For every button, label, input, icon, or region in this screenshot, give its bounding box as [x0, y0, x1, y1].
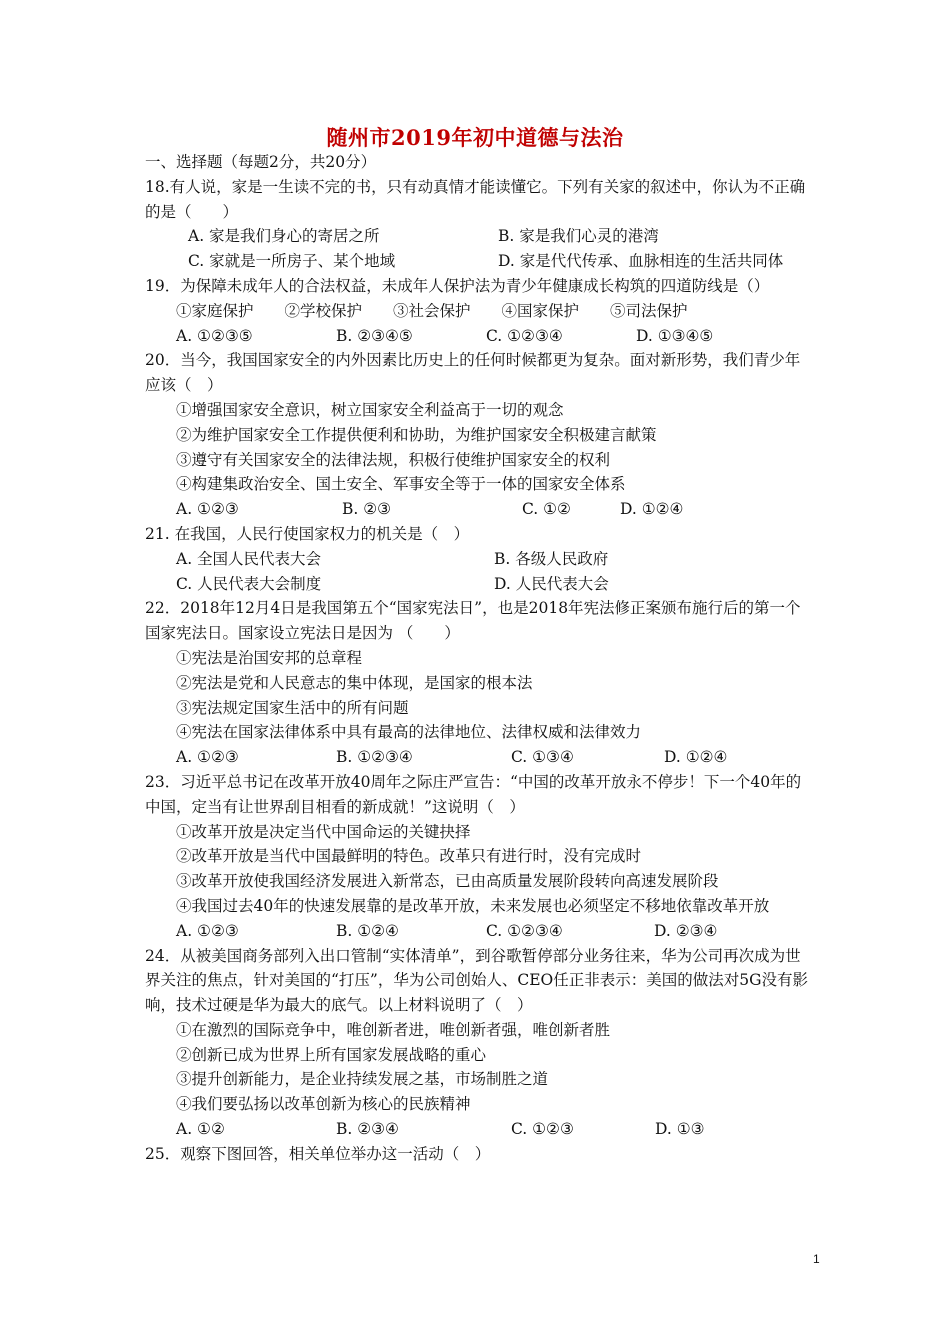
q23-item-1: ①改革开放是决定当代中国命运的关键抉择 [176, 822, 471, 841]
question-19-options [145, 324, 810, 349]
q24-option-a: A. ①② [176, 1120, 225, 1139]
question-20-stem: 20．当今，我国国家安全的内外因素比历史上的任何时候都更为复杂。面对新形势，我们青少年应该（ ） [145, 351, 801, 395]
q23-item-4: ④我国过去40年的快速发展靠的是改革开放，未来发展也必须坚定不移地依靠改革开放 [176, 896, 770, 915]
document-title: 随州市2019年初中道德与法治 [326, 125, 624, 150]
question-23-options [145, 919, 810, 944]
question-21-stem: 21. 在我国，人民行使国家权力的机关是（ ） [145, 524, 470, 543]
question-24-options [145, 1117, 810, 1142]
q20-item-3: ③遵守有关国家安全的法律法规，积极行使维护国家安全的权利 [176, 450, 611, 469]
q21-option-a: A. 全国人民代表大会 [176, 549, 322, 568]
q20-option-a: A. ①②③ [176, 500, 239, 519]
question-21-options-row-1 [145, 547, 810, 572]
q22-item-2: ②宪法是党和人民意志的集中体现，是国家的根本法 [176, 673, 533, 692]
q24-item-4: ④我们要弘扬以改革创新为核心的民族精神 [176, 1095, 471, 1114]
q24-option-b: B. ②③④ [336, 1120, 399, 1139]
question-21-options-row-2 [145, 572, 810, 597]
q24-item-3: ③提升创新能力，是企业持续发展之基，市场制胜之道 [176, 1070, 549, 1089]
q20-option-d: D. ①②④ [620, 500, 684, 519]
question-23-stem: 23．习近平总书记在改革开放40周年之际庄严宣告：“中国的改革开放永不停步！下一个40年的中国，定当有让世界刮目相看的新成就！”这说明（ ） [145, 772, 802, 816]
q23-item-3: ③改革开放使我国经济发展进入新常态，已由高质量发展阶段转向高速发展阶段 [176, 872, 719, 891]
question-22-options [145, 745, 810, 770]
q18-option-d: D. 家是代代传承、血脉相连的生活共同体 [498, 252, 784, 271]
q20-item-1: ①增强国家安全意识，树立国家安全利益高于一切的观念 [176, 400, 564, 419]
q22-option-a: A. ①②③ [176, 748, 239, 767]
question-20-options [145, 497, 810, 522]
q21-option-d: D. 人民代表大会 [494, 574, 609, 593]
question-18-options-row-2 [145, 249, 810, 274]
q22-option-c: C. ①③④ [511, 748, 574, 767]
q23-item-2: ②改革开放是当代中国最鲜明的特色。改革只有进行时，没有完成时 [176, 847, 642, 866]
question-19-stem: 19．为保障未成年人的合法权益，未成年人保护法为青少年健康成长构筑的四道防线是（） [145, 276, 770, 295]
question-18-options-row-1 [145, 224, 810, 249]
q18-option-a: A. 家是我们身心的寄居之所 [188, 227, 380, 246]
q24-item-2: ②创新已成为世界上所有国家发展战略的重心 [176, 1045, 487, 1064]
q20-item-2: ②为维护国家安全工作提供便利和协助，为维护国家安全积极建言献策 [176, 425, 657, 444]
q23-option-d: D. ②③④ [654, 921, 718, 940]
page-number: 1 [813, 1252, 820, 1266]
q21-option-c: C. 人民代表大会制度 [176, 574, 322, 593]
q19-option-b: B. ②③④⑤ [336, 326, 413, 345]
section-heading: 一、选择题（每题2分，共20分） [145, 153, 377, 171]
question-24-stem: 24．从被美国商务部列入出口管制“实体清单”，到谷歌暂停部分业务往来，华为公司再次成为世界关注的焦点，针对美国的“打压”，华为公司创始人、CEO任正非表示：美国的做法对5G没有影响，技术过硬是华为最大的底气。以上材料说明了（ ） [145, 946, 808, 1015]
q20-item-4: ④构建集政治安全、国土安全、军事安全等于一体的国家安全体系 [176, 475, 626, 494]
q18-option-c: C. 家就是一所房子、某个地域 [188, 252, 396, 271]
q24-option-c: C. ①②③ [511, 1120, 574, 1139]
q24-item-1: ①在激烈的国际竞争中，唯创新者进，唯创新者强，唯创新者胜 [176, 1020, 611, 1039]
q24-option-d: D. ①③ [655, 1120, 705, 1139]
q22-option-d: D. ①②④ [664, 748, 728, 767]
document-body [145, 150, 810, 1167]
q18-option-b: B. 家是我们心灵的港湾 [498, 227, 659, 246]
question-22-stem: 22．2018年12月4日是我国第五个“国家宪法日”，也是2018年宪法修正案颁布施行后的第一个国家宪法日。国家设立宪法日是因为 （ ） [145, 599, 801, 643]
q21-option-b: B. 各级人民政府 [494, 549, 609, 568]
q22-item-4: ④宪法在国家法律体系中具有最高的法律地位、法律权威和法律效力 [176, 723, 642, 742]
q22-item-1: ①宪法是治国安邦的总章程 [176, 648, 363, 667]
q23-option-c: C. ①②③④ [486, 921, 563, 940]
question-18-stem: 18.有人说，家是一生读不完的书，只有动真情才能读懂它。下列有关家的叙述中，你认为不正确的是（ ） [145, 177, 806, 221]
q19-option-d: D. ①③④⑤ [636, 326, 714, 345]
q22-option-b: B. ①②③④ [336, 748, 413, 767]
q19-option-a: A. ①②③⑤ [176, 326, 253, 345]
q23-option-a: A. ①②③ [176, 921, 239, 940]
q20-option-b: B. ②③ [342, 500, 392, 519]
q23-option-b: B. ①②④ [336, 921, 399, 940]
q22-item-3: ③宪法规定国家生活中的所有问题 [176, 698, 409, 717]
q19-option-c: C. ①②③④ [486, 326, 563, 345]
q20-option-c: C. ①② [522, 500, 571, 519]
question-25-stem: 25．观察下图回答，相关单位举办这一活动（ ） [145, 1144, 491, 1163]
question-19-items: ①家庭保护 ②学校保护 ③社会保护 ④国家保护 ⑤司法保护 [176, 301, 688, 320]
